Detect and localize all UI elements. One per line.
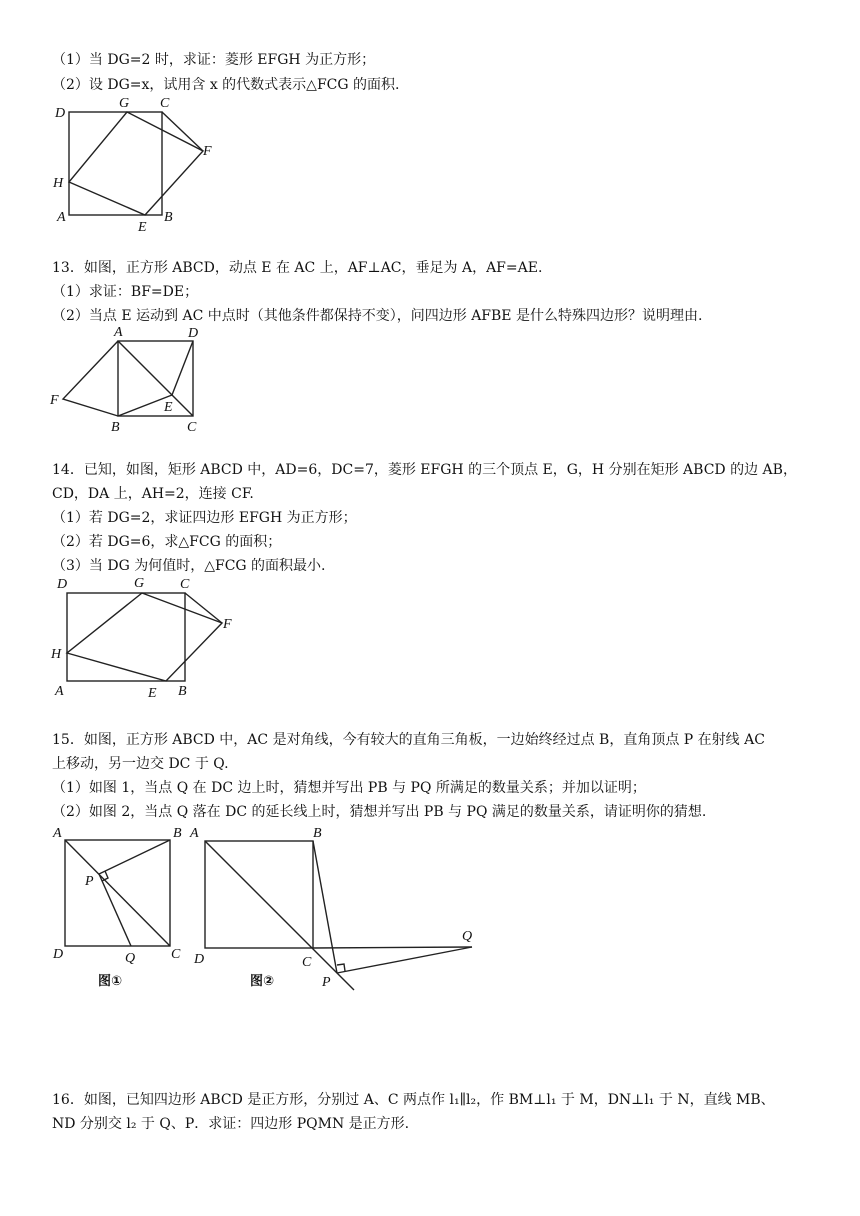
segment-pq bbox=[99, 874, 131, 946]
label-c: C bbox=[180, 577, 190, 592]
label-h: H bbox=[53, 176, 64, 191]
figure-15-2 bbox=[182, 820, 482, 995]
q12-part2: （2）设 DG=x，试用含 x 的代数式表示△FCG 的面积. bbox=[52, 77, 400, 93]
label-d: D bbox=[188, 326, 199, 341]
label-f: F bbox=[50, 393, 59, 408]
q15-stem-line1: 15．如图，正方形 ABCD 中，AC 是对角线，今有较大的直角三角板，一边始终经过点 B，直角顶点 P 在射线 AC bbox=[52, 732, 765, 748]
label-d: D bbox=[53, 947, 64, 962]
q16-stem-line2: ND 分别交 l₂ 于 Q、P．求证：四边形 PQMN 是正方形. bbox=[52, 1116, 410, 1132]
ray-ac bbox=[205, 841, 354, 990]
label-e: E bbox=[164, 400, 173, 415]
label-b: B bbox=[313, 826, 322, 841]
caption-figure-2: 图② bbox=[250, 974, 275, 989]
label-e: E bbox=[138, 220, 147, 235]
label-b: B bbox=[178, 684, 187, 699]
q12-part1: （1）当 DG=2 时，求证：菱形 EFGH 为正方形； bbox=[52, 52, 376, 68]
label-b: B bbox=[111, 420, 120, 435]
figure-14 bbox=[45, 573, 255, 703]
q14-part1: （1）若 DG=2，求证四边形 EFGH 为正方形； bbox=[52, 510, 357, 526]
q16-stem-line1: 16．如图，已知四边形 ABCD 是正方形，分别过 A、C 两点作 l₁∥l₂，作 BM⊥l₁ 于 M，DN⊥l₁ 于 N，直线 MB、 bbox=[52, 1092, 775, 1108]
q14-stem-line2: CD，DA 上，AH=2，连接 CF. bbox=[52, 486, 254, 502]
label-c: C bbox=[171, 947, 181, 962]
q15-part1: （1）如图 1，当点 Q 在 DC 边上时，猜想并写出 PB 与 PQ 所满足的数量关系；并加以证明； bbox=[52, 780, 646, 796]
label-f: F bbox=[223, 617, 232, 632]
figure-13 bbox=[45, 323, 215, 438]
q14-part3: （3）当 DG 为何值时，△FCG 的面积最小. bbox=[52, 558, 326, 574]
label-e: E bbox=[148, 686, 157, 701]
label-g: G bbox=[134, 576, 145, 591]
segment-ed bbox=[172, 341, 193, 395]
label-c: C bbox=[160, 96, 170, 111]
segment-pq bbox=[337, 947, 472, 973]
label-p: P bbox=[322, 975, 331, 990]
diagonal-ac bbox=[118, 341, 193, 416]
label-a: A bbox=[53, 826, 62, 841]
label-h: H bbox=[51, 647, 62, 662]
label-d: D bbox=[57, 577, 68, 592]
label-b: B bbox=[173, 826, 182, 841]
square-abcd bbox=[69, 112, 162, 215]
q13-part2: （2）当点 E 运动到 AC 中点时（其他条件都保持不变），问四边形 AFBE 是什么特殊四边形？说明理由. bbox=[52, 308, 703, 324]
segment-cf bbox=[162, 112, 203, 151]
label-a: A bbox=[114, 325, 123, 340]
label-a: A bbox=[55, 684, 64, 699]
q15-stem-line2: 上移动，另一边交 DC 于 Q. bbox=[52, 756, 229, 772]
q14-stem-line1: 14．已知，如图，矩形 ABCD 中，AD=6，DC=7，菱形 EFGH 的三个顶点 E，G，H 分别在矩形 ABCD 的边 AB， bbox=[52, 462, 797, 478]
label-d: D bbox=[55, 106, 66, 121]
label-f: F bbox=[203, 144, 212, 159]
figure-15-1 bbox=[45, 820, 195, 995]
label-d: D bbox=[194, 952, 205, 967]
segment-pb bbox=[99, 840, 170, 874]
right-angle-mark bbox=[337, 964, 345, 971]
label-q: Q bbox=[462, 929, 473, 944]
q15-part2: （2）如图 2，当点 Q 落在 DC 的延长线上时，猜想并写出 PB 与 PQ 满足的数量关系，请证明你的猜想. bbox=[52, 804, 707, 820]
label-q: Q bbox=[125, 951, 136, 966]
q13-stem: 13．如图，正方形 ABCD，动点 E 在 AC 上，AF⊥AC，垂足为 A，AF=AE. bbox=[52, 260, 543, 276]
segment-cf bbox=[185, 593, 222, 623]
diagonal-ac bbox=[65, 840, 170, 946]
caption-figure-1: 图① bbox=[98, 974, 123, 989]
extension-dc bbox=[313, 947, 472, 948]
label-a: A bbox=[190, 826, 199, 841]
rhombus-efgh bbox=[69, 112, 203, 215]
label-a: A bbox=[57, 210, 66, 225]
rhombus-efgh bbox=[67, 593, 222, 681]
label-p: P bbox=[85, 874, 94, 889]
q14-part2: （2）若 DG=6，求△FCG 的面积； bbox=[52, 534, 282, 550]
q13-part1: （1）求证：BF=DE； bbox=[52, 284, 199, 300]
label-c: C bbox=[302, 955, 312, 970]
label-c: C bbox=[187, 420, 197, 435]
label-g: G bbox=[119, 96, 130, 111]
label-b: B bbox=[164, 210, 173, 225]
segments-af-fb bbox=[63, 341, 118, 416]
figure-12 bbox=[45, 93, 225, 238]
